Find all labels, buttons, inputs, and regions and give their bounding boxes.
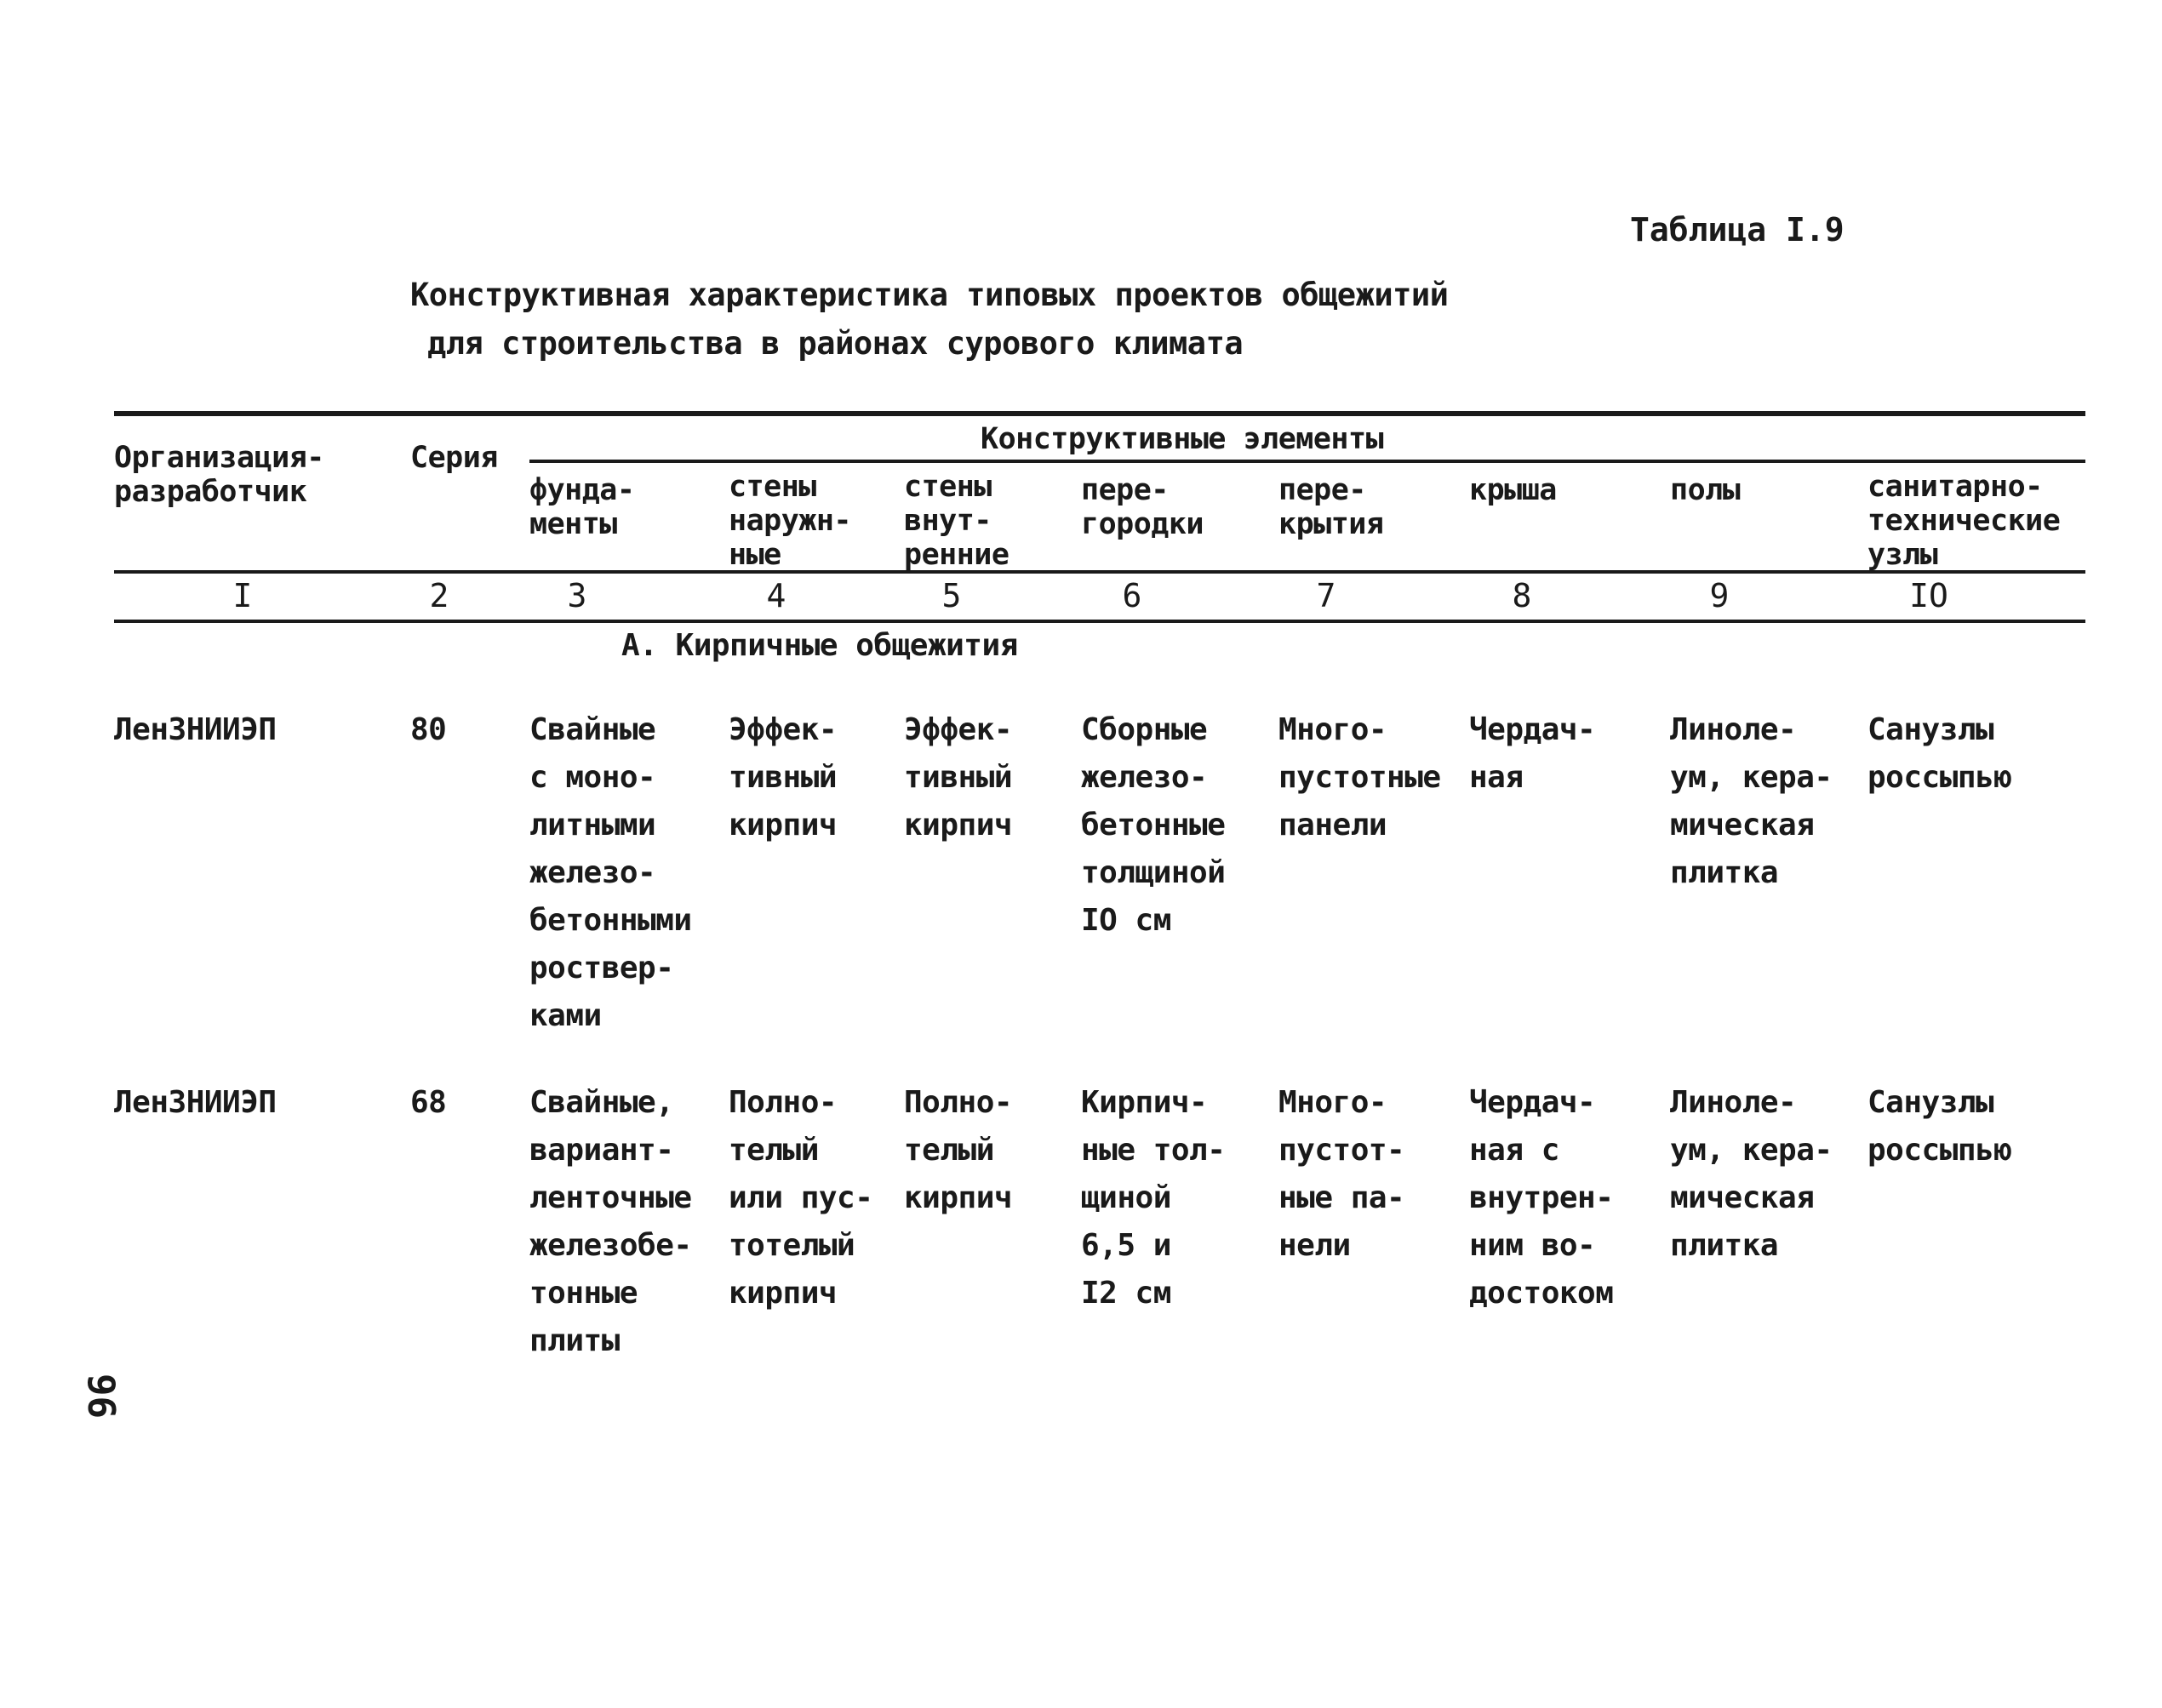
cell-sanitary: Санузлы россыпью <box>1867 712 2012 795</box>
header-series: Серия <box>410 441 498 475</box>
header-sanitary: санитарно- технические узлы <box>1867 470 2061 572</box>
table-title-line-1: Конструктивная характеристика типовых проектов общежитий <box>410 277 1449 313</box>
cell-floor-slabs: Много- пустот- ные па- нели <box>1278 1085 1405 1263</box>
cell-series: 80 <box>410 712 447 747</box>
cell-walls-outer: Полно- телый или пус- тотелый кирпич <box>729 1085 873 1311</box>
header-structural-elements: Конструктивные элементы <box>981 422 1384 456</box>
cell-foundations: Свайные с моно- литными железо- бетонными роствер- ками <box>529 712 692 1033</box>
header-organization: Организация- разработчик <box>114 441 324 509</box>
header-bottom-rule <box>114 570 2085 574</box>
column-number-8: 8 <box>1512 577 1532 614</box>
column-number-1: I <box>232 577 253 614</box>
cell-partitions: Кирпич- ные тол- щиной 6,5 и I2 см <box>1081 1085 1226 1311</box>
cell-organization: ЛенЗНИИЭП <box>114 1085 277 1120</box>
group-header-rule <box>529 460 2085 463</box>
cell-series: 68 <box>410 1085 447 1120</box>
column-number-3: 3 <box>567 577 587 614</box>
column-number-9: 9 <box>1709 577 1730 614</box>
cell-roof: Чердач- ная с внутрен- ним во- достоком <box>1469 1085 1614 1311</box>
column-number-6: 6 <box>1122 577 1142 614</box>
column-number-7: 7 <box>1316 577 1336 614</box>
column-number-5: 5 <box>941 577 962 614</box>
cell-organization: ЛенЗНИИЭП <box>114 712 277 747</box>
cell-foundations: Свайные, вариант- ленточные железобе- тонные плиты <box>529 1085 692 1358</box>
cell-walls-outer: Эффек- тивный кирпич <box>729 712 838 843</box>
column-numbers-rule <box>114 620 2085 623</box>
cell-floors: Линоле- ум, кера- мическая плитка <box>1670 712 1833 890</box>
header-partitions: пере- городки <box>1081 473 1204 541</box>
table-number: Таблица I.9 <box>1630 211 1845 248</box>
column-number-10: IO <box>1909 577 1948 614</box>
cell-walls-inner: Полно- телый кирпич <box>904 1085 1013 1215</box>
column-number-2: 2 <box>429 577 449 614</box>
table-top-rule <box>114 411 2085 416</box>
header-roof: крыша <box>1469 473 1557 507</box>
cell-floor-slabs: Много- пустотные панели <box>1278 712 1441 843</box>
header-foundations: фунда- менты <box>529 473 635 541</box>
table-title-line-2: для строительства в районах сурового климата <box>427 325 1244 362</box>
header-walls-inner: стены внут- ренние <box>904 470 1010 572</box>
header-walls-outer: стены наружн- ные <box>729 470 852 572</box>
header-floors: полы <box>1670 473 1741 507</box>
page-number: 96 <box>78 1374 123 1419</box>
header-floor-slabs: пере- крытия <box>1278 473 1384 541</box>
cell-roof: Чердач- ная <box>1469 712 1596 795</box>
cell-floors: Линоле- ум, кера- мическая плитка <box>1670 1085 1833 1263</box>
cell-walls-inner: Эффек- тивный кирпич <box>904 712 1013 843</box>
cell-sanitary: Санузлы россыпью <box>1867 1085 2012 1168</box>
column-number-4: 4 <box>766 577 786 614</box>
cell-partitions: Сборные железо- бетонные толщиной IO см <box>1081 712 1226 938</box>
section-title: А. Кирпичные общежития <box>621 628 1018 663</box>
